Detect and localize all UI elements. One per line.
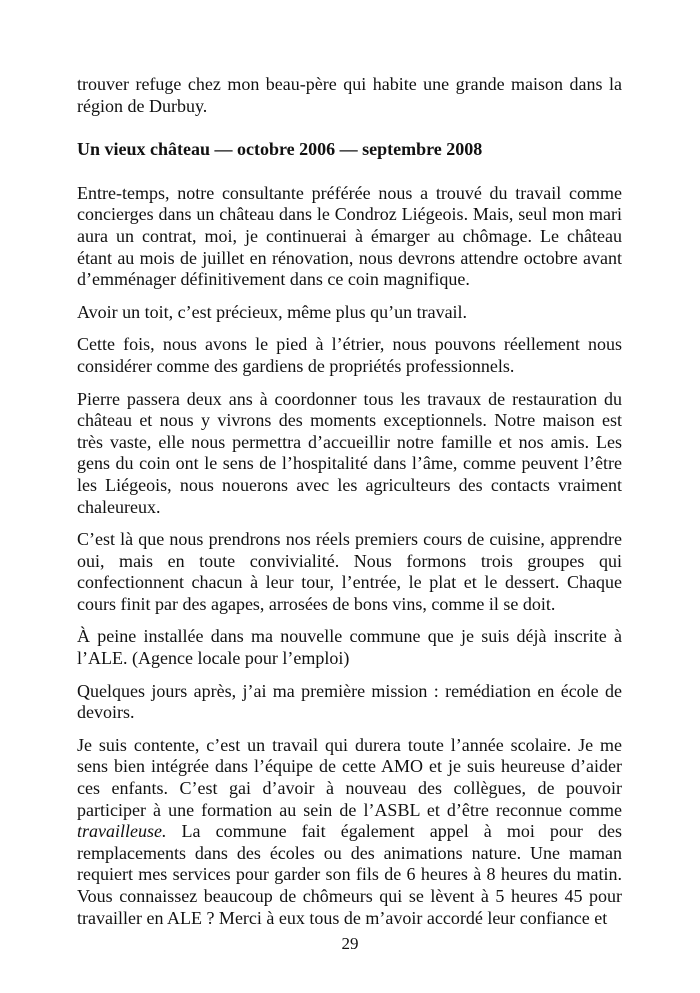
paragraph-continuation: trouver refuge chez mon beau-père qui habite une grande maison dans la région de Durbuy.	[77, 74, 622, 116]
paragraph: Cette fois, nous avons le pied à l’étrier, nous pouvons réellement nous considérer comme des gardiens de propriétés professionnels.	[77, 334, 622, 376]
page-number: 29	[341, 934, 359, 953]
section-heading: Un vieux château — octobre 2006 — septembre 2008	[77, 139, 483, 160]
paragraph: Avoir un toit, c’est précieux, même plus qu’un travail.	[77, 301, 468, 322]
paragraph: C’est là que nous prendrons nos réels premiers cours de cuisine, apprendre oui, mais en toute convivialité. Nous formons trois groupes qui confectionnent chacun à leur tour, l’entrée, le plat et le dessert. Chaque cours finit par des agapes, arrosées de bons vins, comme il se doit.	[77, 529, 622, 614]
paragraph: Pierre passera deux ans à coordonner tous les travaux de restauration du château et nous y vivrons des moments exceptionnels. Notre maison est très vaste, elle nous permettra d’accueillir notre famille et nos amis. Les gens du coin ont le sens de l’hospitalité dans l’âme, comme peuvent l’être les Liégeois, nous nouerons avec les agriculteurs des contacts vraiment chaleureux.	[77, 388, 622, 517]
text-segment: La commune fait également appel à moi pour des remplacements dans des écoles ou des animations nature. Une maman requiert mes services pour garder son fils de 6 heures à 8 heures du matin. Vous connaissez beaucoup de chômeurs qui se lèvent à 5 heures 45 pour travailler en ALE ? Merci à eux tous de m’avoir accordé leur confiance et	[77, 821, 622, 928]
paragraph: À peine installée dans ma nouvelle commune que je suis déjà inscrite à l’ALE. (Agence locale pour l’emploi)	[77, 626, 622, 669]
paragraph: Quelques jours après, j’ai ma première mission : remédiation en école de devoirs.	[77, 680, 622, 723]
page-body	[77, 74, 622, 940]
italic-word: travailleuse.	[77, 821, 167, 842]
paragraph-last	[77, 735, 622, 929]
text-segment: Je suis contente, c’est un travail qui durera toute l’année scolaire. Je me sens bien intégrée dans l’équipe de cette AMO et je suis heureuse d’aider ces enfants. C’est gai d’avoir à nouveau des collègues, de pouvoir participer à une formation au sein de l’ASBL et d’être reconnue comme	[77, 734, 622, 820]
paragraph: Entre-temps, notre consultante préférée nous a trouvé du travail comme concierges dans un château dans le Condroz Liégeois. Mais, seul mon mari aura un contrat, moi, je continuerai à émarger au chômage. Le château étant au mois de juillet en rénovation, nous devrons attendre octobre avant d’emménager définitivement dans ce coin magnifique.	[77, 182, 622, 290]
